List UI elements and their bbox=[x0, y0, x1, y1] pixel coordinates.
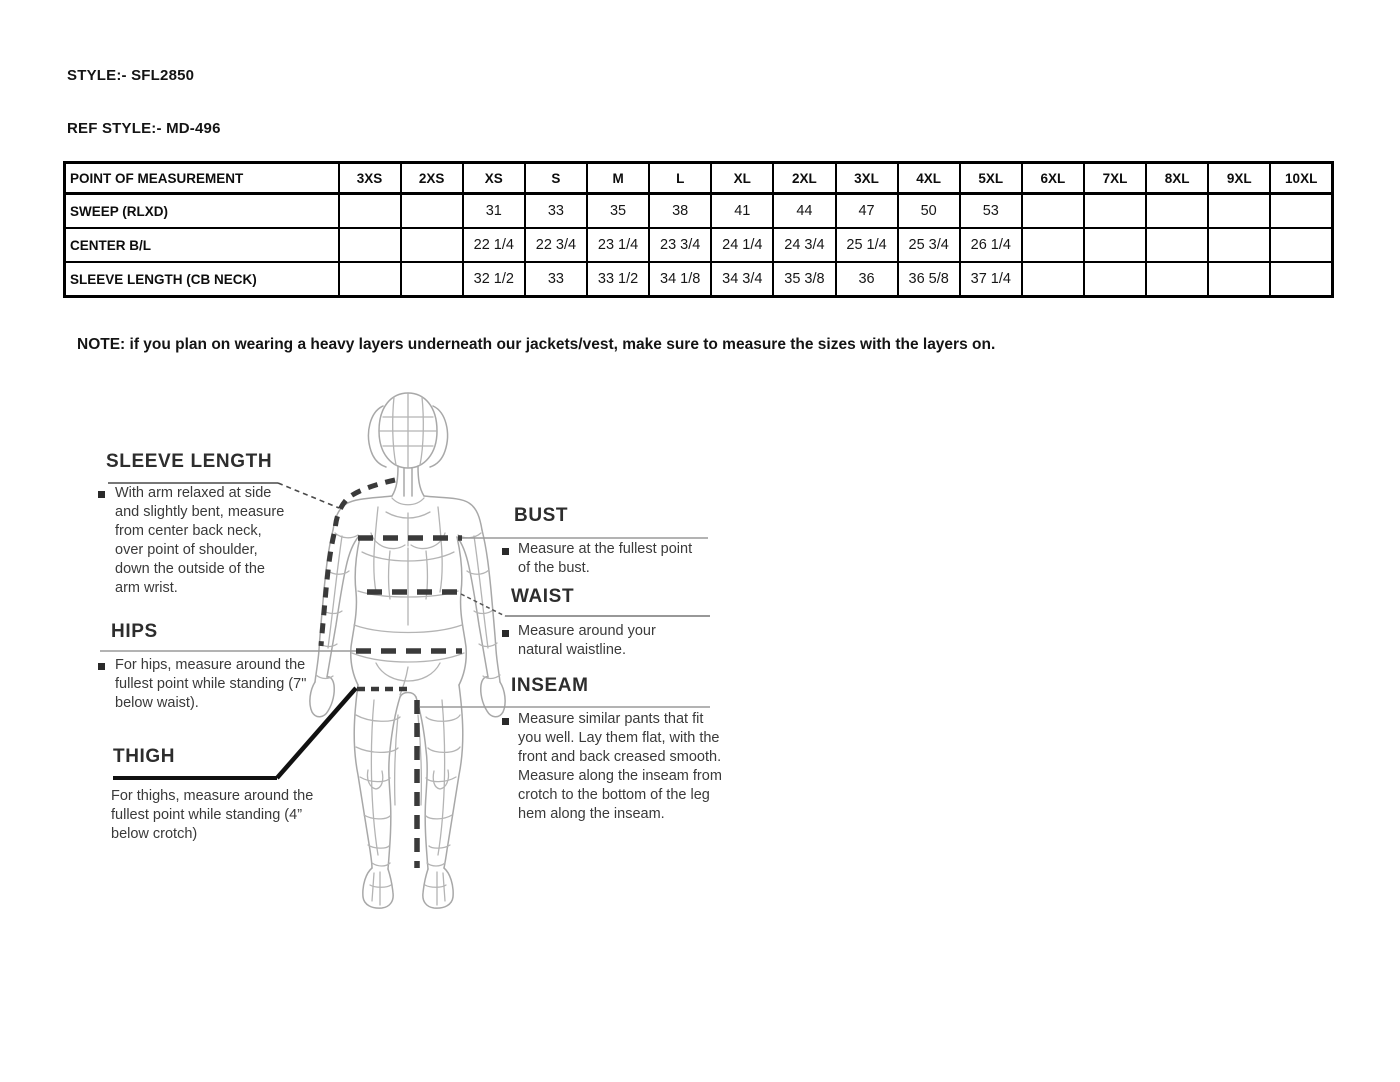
measurement-cell: 25 1/4 bbox=[836, 228, 898, 262]
row-label: SLEEVE LENGTH (CB NECK) bbox=[65, 262, 339, 297]
column-header-size: 2XS bbox=[401, 163, 463, 194]
bullet-icon bbox=[502, 630, 509, 637]
style-label: STYLE:- SFL2850 bbox=[67, 67, 195, 84]
measurement-cell: 38 bbox=[649, 194, 711, 229]
column-header-size: 3XS bbox=[339, 163, 401, 194]
measurement-cell: 33 bbox=[525, 194, 587, 229]
measurement-cell: 31 bbox=[463, 194, 525, 229]
measurement-cell: 32 1/2 bbox=[463, 262, 525, 297]
measurement-cell: 53 bbox=[960, 194, 1022, 229]
bullet-icon bbox=[98, 491, 105, 498]
measurement-cell: 33 bbox=[525, 262, 587, 297]
table-row bbox=[65, 262, 1333, 297]
measurement-cell bbox=[401, 228, 463, 262]
thigh-instructions: For thighs, measure around the fullest point while standing (4” below crotch) bbox=[111, 788, 314, 842]
sleeve-leader-dashed bbox=[278, 483, 339, 508]
bullet-icon bbox=[502, 548, 509, 555]
measurement-cell: 35 bbox=[587, 194, 649, 229]
sleeve-length-instructions: With arm relaxed at side and slightly bent, measure from center back neck, over point of shoulder, down the outside of the arm wrist. bbox=[115, 485, 285, 596]
bust-heading: BUST bbox=[514, 505, 569, 526]
measurement-cell bbox=[401, 262, 463, 297]
column-header-size: XL bbox=[711, 163, 773, 194]
measurement-cell bbox=[1022, 262, 1084, 297]
measurement-cell bbox=[1208, 228, 1270, 262]
table-header-row bbox=[65, 163, 1333, 194]
measurement-cell bbox=[1270, 228, 1332, 262]
measurement-cell bbox=[1146, 262, 1208, 297]
ref-style-label: REF STYLE:- MD-496 bbox=[67, 120, 221, 137]
row-label: CENTER B/L bbox=[65, 228, 339, 262]
measurement-cell bbox=[339, 194, 401, 229]
bust-instructions: Measure at the fullest point of the bust. bbox=[518, 541, 693, 576]
measurement-cell bbox=[339, 228, 401, 262]
measurement-cell: 26 1/4 bbox=[960, 228, 1022, 262]
column-header-size: 3XL bbox=[836, 163, 898, 194]
measurement-cell: 37 1/4 bbox=[960, 262, 1022, 297]
measurement-cell: 22 1/4 bbox=[463, 228, 525, 262]
inseam-heading: INSEAM bbox=[511, 675, 589, 696]
measurement-cell bbox=[1084, 228, 1146, 262]
column-header-size: L bbox=[649, 163, 711, 194]
column-header-size: 8XL bbox=[1146, 163, 1208, 194]
table-row bbox=[65, 194, 1333, 229]
measurement-cell: 36 bbox=[836, 262, 898, 297]
measurement-cell: 47 bbox=[836, 194, 898, 229]
measurement-cell: 44 bbox=[773, 194, 835, 229]
measurement-cell: 25 3/4 bbox=[898, 228, 960, 262]
column-header-size: 7XL bbox=[1084, 163, 1146, 194]
measurement-cell bbox=[1084, 194, 1146, 229]
measurement-cell: 24 3/4 bbox=[773, 228, 835, 262]
measurement-cell bbox=[1270, 262, 1332, 297]
measurement-cell: 24 1/4 bbox=[711, 228, 773, 262]
measurement-cell bbox=[401, 194, 463, 229]
column-header-size: 10XL bbox=[1270, 163, 1332, 194]
bullet-icon bbox=[98, 663, 105, 670]
column-header-size: 5XL bbox=[960, 163, 1022, 194]
hips-heading: HIPS bbox=[111, 621, 158, 642]
measurement-cell: 50 bbox=[898, 194, 960, 229]
column-header-size: 2XL bbox=[773, 163, 835, 194]
column-header-size: XS bbox=[463, 163, 525, 194]
measurement-cell: 22 3/4 bbox=[525, 228, 587, 262]
measurement-cell bbox=[1208, 262, 1270, 297]
measurement-cell: 34 3/4 bbox=[711, 262, 773, 297]
measurement-cell bbox=[339, 262, 401, 297]
hips-instructions: For hips, measure around the fullest point while standing (7" below waist). bbox=[115, 657, 307, 711]
measurement-cell bbox=[1022, 194, 1084, 229]
measurement-cell bbox=[1208, 194, 1270, 229]
measurement-cell bbox=[1146, 194, 1208, 229]
measurement-cell: 33 1/2 bbox=[587, 262, 649, 297]
bullet-icon bbox=[502, 718, 509, 725]
measurement-cell: 36 5/8 bbox=[898, 262, 960, 297]
measurement-guide bbox=[90, 385, 780, 935]
measurement-cell: 41 bbox=[711, 194, 773, 229]
column-header-size: 4XL bbox=[898, 163, 960, 194]
sleeve-length-heading: SLEEVE LENGTH bbox=[106, 451, 273, 472]
size-chart-table bbox=[63, 161, 1334, 298]
note-text: NOTE: if you plan on wearing a heavy layers underneath our jackets/vest, make sure to measure the sizes with the layers on. bbox=[77, 336, 996, 353]
measurement-cell: 23 3/4 bbox=[649, 228, 711, 262]
measurement-cell bbox=[1270, 194, 1332, 229]
measurement-cell: 35 3/8 bbox=[773, 262, 835, 297]
table-row bbox=[65, 228, 1333, 262]
measurement-cell bbox=[1084, 262, 1146, 297]
column-header-point-of-measurement: POINT OF MEASUREMENT bbox=[65, 163, 339, 194]
column-header-size: 9XL bbox=[1208, 163, 1270, 194]
column-header-size: S bbox=[525, 163, 587, 194]
inseam-instructions: Measure similar pants that fit you well. Lay them flat, with the front and back creased smooth. Measure along the inseam from crotch to the bottom of the leg hem along the inseam. bbox=[518, 711, 722, 822]
measurement-cell bbox=[1022, 228, 1084, 262]
measurement-cell: 23 1/4 bbox=[587, 228, 649, 262]
waist-instructions: Measure around your natural waistline. bbox=[518, 623, 656, 658]
column-header-size: 6XL bbox=[1022, 163, 1084, 194]
waist-heading: WAIST bbox=[511, 586, 575, 607]
thigh-heading: THIGH bbox=[113, 746, 176, 767]
row-label: SWEEP (RLXD) bbox=[65, 194, 339, 229]
column-header-size: M bbox=[587, 163, 649, 194]
measurement-cell: 34 1/8 bbox=[649, 262, 711, 297]
measurement-cell bbox=[1146, 228, 1208, 262]
